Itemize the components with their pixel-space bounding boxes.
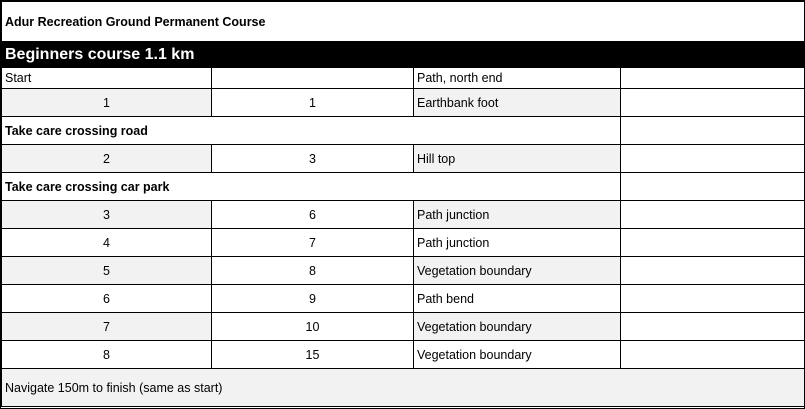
control-number: 3 <box>2 201 212 229</box>
note-extra-cell <box>621 117 805 145</box>
control-description: Earthbank foot <box>414 89 621 117</box>
control-code: 7 <box>212 229 414 257</box>
control-code: 1 <box>212 89 414 117</box>
control-extra-cell <box>621 257 805 285</box>
control-number: 6 <box>2 285 212 313</box>
table-row <box>2 145 805 173</box>
start-extra-cell <box>621 68 805 89</box>
control-number: 5 <box>2 257 212 285</box>
control-description: Hill top <box>414 145 621 173</box>
control-code: 15 <box>212 341 414 369</box>
start-code-cell <box>212 68 414 89</box>
control-number: 2 <box>2 145 212 173</box>
course-heading: Beginners course 1.1 km <box>2 42 805 68</box>
course-banner-row <box>2 42 805 68</box>
control-description: Path junction <box>414 201 621 229</box>
note-extra-cell <box>621 173 805 201</box>
table-row <box>2 257 805 285</box>
control-code: 9 <box>212 285 414 313</box>
control-extra-cell <box>621 229 805 257</box>
finish-instruction: Navigate 150m to finish (same as start) <box>2 369 805 407</box>
control-number: 1 <box>2 89 212 117</box>
title-row <box>2 2 805 42</box>
control-extra-cell <box>621 145 805 173</box>
start-description: Path, north end <box>414 68 621 89</box>
control-extra-cell <box>621 313 805 341</box>
control-number: 4 <box>2 229 212 257</box>
control-extra-cell <box>621 201 805 229</box>
control-code: 6 <box>212 201 414 229</box>
control-description: Vegetation boundary <box>414 313 621 341</box>
start-row <box>2 68 805 89</box>
table-row <box>2 313 805 341</box>
table-row <box>2 285 805 313</box>
table-row <box>2 341 805 369</box>
finish-row <box>2 369 805 407</box>
table-row <box>2 229 805 257</box>
control-code: 8 <box>212 257 414 285</box>
control-description-table <box>1 1 805 407</box>
control-extra-cell <box>621 285 805 313</box>
control-extra-cell <box>621 89 805 117</box>
control-description: Vegetation boundary <box>414 341 621 369</box>
control-number: 8 <box>2 341 212 369</box>
control-description: Path junction <box>414 229 621 257</box>
control-number: 7 <box>2 313 212 341</box>
crossing-note: Take care crossing road <box>2 117 621 145</box>
control-extra-cell <box>621 341 805 369</box>
note-row <box>2 173 805 201</box>
sheet-title: Adur Recreation Ground Permanent Course <box>2 2 805 42</box>
table-row <box>2 201 805 229</box>
start-label: Start <box>2 68 212 89</box>
note-row <box>2 117 805 145</box>
control-description: Vegetation boundary <box>414 257 621 285</box>
control-code: 10 <box>212 313 414 341</box>
control-description: Path bend <box>414 285 621 313</box>
table-row <box>2 89 805 117</box>
control-code: 3 <box>212 145 414 173</box>
crossing-note: Take care crossing car park <box>2 173 621 201</box>
